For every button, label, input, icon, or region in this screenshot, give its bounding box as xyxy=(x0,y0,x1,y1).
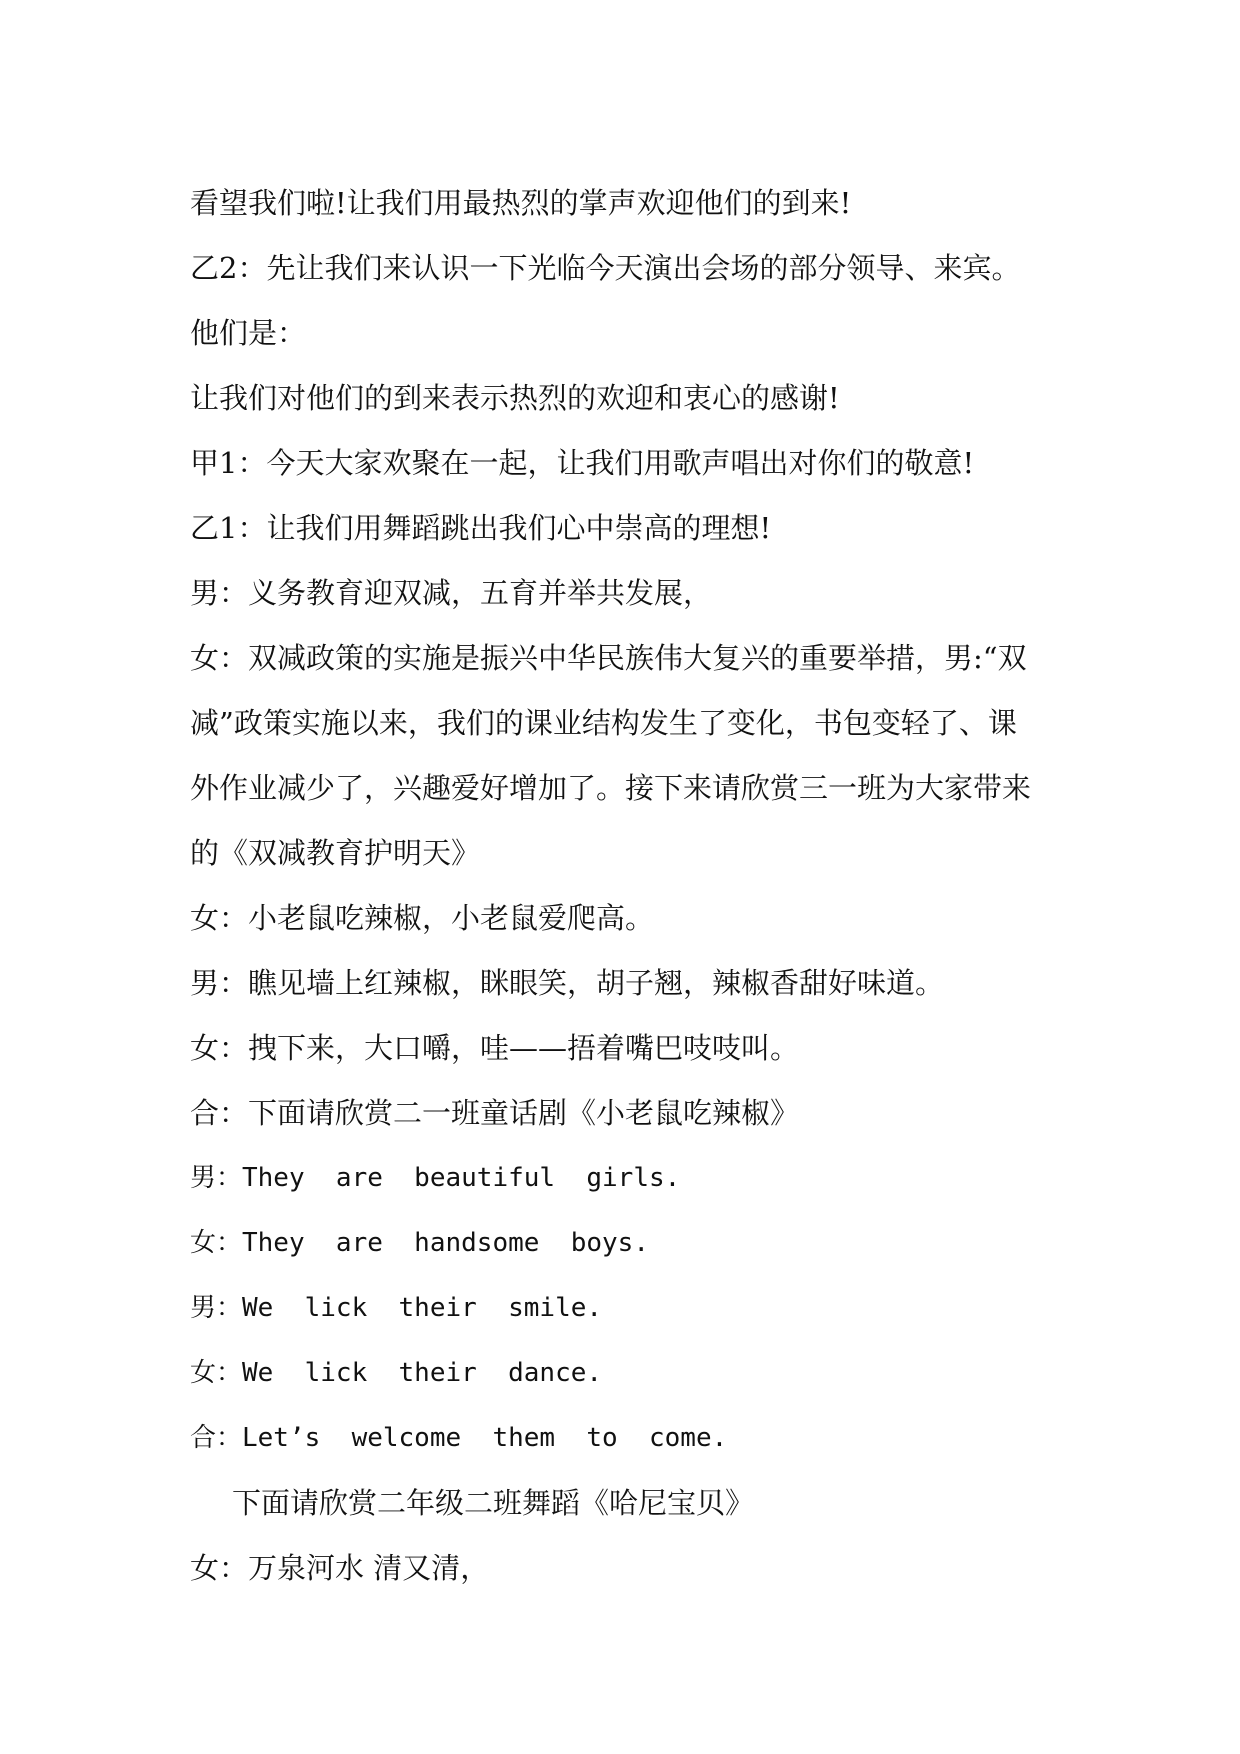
text-line: 甲1：今天大家欢聚在一起，让我们用歌声唱出对你们的敬意! xyxy=(190,446,975,480)
text-line: 男：They are beautiful girls. xyxy=(190,1163,681,1193)
text-line: 让我们对他们的到来表示热烈的欢迎和衷心的感谢! xyxy=(190,381,840,415)
text-line: 女：They are handsome boys. xyxy=(190,1228,649,1258)
text-line: 合：下面请欣赏二一班童话剧《小老鼠吃辣椒》 xyxy=(190,1096,800,1130)
text-line: 他们是： xyxy=(190,316,307,350)
text-line: 合：Let’s welcome them to come. xyxy=(190,1423,728,1453)
text-line: 外作业减少了，兴趣爱好增加了。接下来请欣赏三一班为大家带来 xyxy=(190,771,1032,805)
text-line: 的《双减教育护明天》 xyxy=(190,836,481,870)
text-line: 女：拽下来，大口嚼，哇——捂着嘴巴吱吱叫。 xyxy=(190,1031,800,1065)
text-line: 女：We lick their dance. xyxy=(190,1358,603,1388)
text-line: 女：万泉河水 清又清， xyxy=(190,1551,490,1585)
text-line: 乙2：先让我们来认识一下光临今天演出会场的部分领导、来宾。 xyxy=(190,251,1021,285)
text-line: 看望我们啦!让我们用最热烈的掌声欢迎他们的到来! xyxy=(190,186,852,220)
document-body xyxy=(190,171,1070,1601)
text-line: 乙1：让我们用舞蹈跳出我们心中崇高的理想! xyxy=(190,511,772,545)
text-line: 下面请欣赏二年级二班舞蹈《哈尼宝贝》 xyxy=(232,1486,755,1520)
text-line: 男：瞧见墙上红辣椒，眯眼笑，胡子翘，辣椒香甜好味道。 xyxy=(190,966,945,1000)
text-line: 减”政策实施以来，我们的课业结构发生了变化，书包变轻了、课 xyxy=(190,706,1017,740)
text-line: 男：义务教育迎双减，五育并举共发展， xyxy=(190,576,713,610)
text-line: 女：双减政策的实施是振兴中华民族伟大复兴的重要举措，男:“双 xyxy=(190,641,1027,675)
text-line: 女：小老鼠吃辣椒，小老鼠爱爬高。 xyxy=(190,901,655,935)
text-line: 男：We lick their smile. xyxy=(190,1293,603,1323)
